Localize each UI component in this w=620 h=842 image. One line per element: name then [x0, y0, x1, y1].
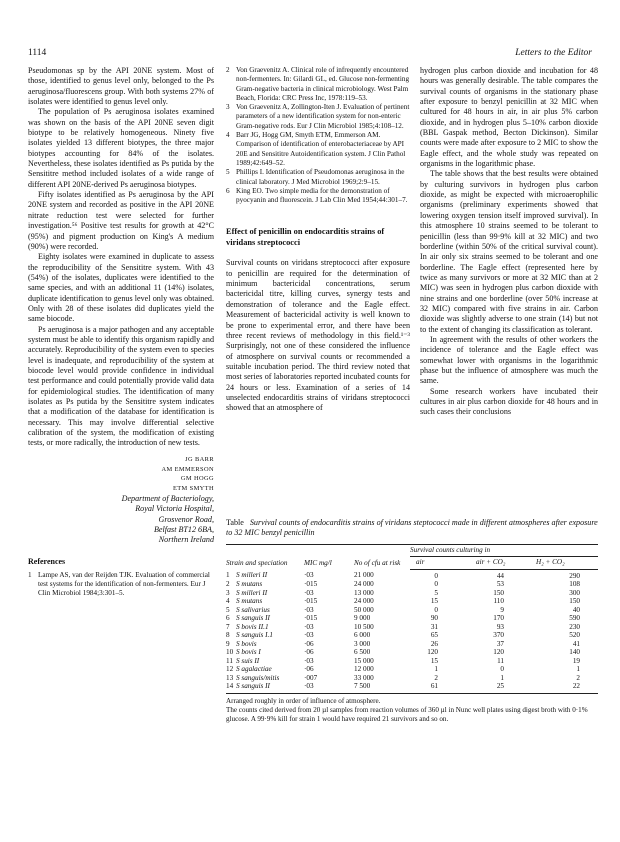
column-header-h2-co2: H₂ + CO₂ [526, 556, 598, 569]
table-row [226, 597, 598, 606]
strain-name: S suis II [236, 656, 260, 665]
mic-cell: ·03 [304, 682, 314, 691]
reference-item [226, 66, 410, 103]
air-count-cell: 0 [434, 571, 438, 580]
signatory: JG BARR [185, 455, 214, 463]
table-body [226, 569, 598, 693]
cfu-cell: 12 000 [354, 665, 374, 674]
signatory: ETM SMYTH [172, 485, 214, 493]
strain-cell [226, 640, 304, 649]
mic-cell: ·03 [304, 622, 314, 631]
mic-cell: ·03 [304, 656, 314, 665]
cfu-cell: 50 000 [354, 605, 374, 614]
survival-counts-table-block [226, 518, 598, 724]
h2-co2-count-cell: 150 [569, 597, 580, 606]
address-line: Royal Victoria Hospital, [135, 504, 214, 514]
strain-cell [226, 665, 304, 674]
strain-name: S mutans [236, 597, 263, 606]
signatory: AM EMMERSON [161, 465, 214, 473]
cfu-cell: 15 000 [354, 656, 374, 665]
air-co2-count-cell: 93 [496, 622, 504, 631]
air-co2-count-cell: 44 [496, 571, 504, 580]
row-number: 4 [226, 597, 230, 606]
mic-cell: ·06 [304, 665, 314, 674]
mic-cell: ·03 [304, 588, 314, 597]
reference-text: King EO. Two simple media for the demonstration of pyocyanin and fluorescein. J Lab Clin Med 1954;44:301–7. [236, 186, 408, 205]
table-row [226, 569, 598, 580]
column-header-air-co2: air + CO₂ [462, 556, 526, 569]
air-count-cell: 15 [430, 597, 438, 606]
mic-cell: ·03 [304, 605, 314, 614]
table-row [226, 580, 598, 589]
strain-cell [226, 589, 304, 598]
air-co2-count-cell: 0 [500, 665, 504, 674]
air-co2-count-cell: 370 [493, 631, 504, 640]
mic-cell: ·015 [304, 614, 318, 623]
strain-cell [226, 580, 304, 589]
table-row [226, 682, 598, 693]
row-number: 2 [226, 580, 230, 589]
row-number: 5 [226, 605, 230, 614]
air-co2-count-cell: 25 [496, 682, 504, 691]
reference-number: 1 [28, 570, 32, 579]
h2-co2-count-cell: 22 [572, 682, 580, 691]
air-co2-count-cell: 110 [493, 597, 504, 606]
mic-cell: ·03 [304, 631, 314, 640]
air-co2-count-cell: 150 [493, 588, 504, 597]
paragraph: The population of Ps aeruginosa isolates examined was shown on the basis of the API 20NE seven digit biotype to be relatively homogeneous. Ninety five isolates yielded 13 different biotypes, the three major biotypes accounting for 84% of the isolates. Nevertheless, these isolates identified as Ps putida by the Sensititre method included isolates of a wide range of different API 20NE-derived Ps aeruginosa biotypes. [28, 107, 214, 189]
cfu-cell: 7 500 [354, 682, 371, 691]
row-number: 1 [226, 571, 230, 580]
table-row [226, 606, 598, 615]
row-number: 13 [226, 673, 234, 682]
reference-text: Barr JG, Hogg GM, Smyth ETM, Emmerson AM. Comparison of identification of enterobacteriaceae by API 20E and Sensititre Autoidentification system. J Clin Pathol 1989;42:649–52. [236, 131, 406, 167]
cfu-cell: 10 500 [354, 622, 374, 631]
reference-text: Lampe AS, van der Reijden TJK. Evaluation of commercial test systems for the identification of non-fermenters. Eur J Clin Microbiol 1984;3:301–5. [38, 570, 210, 598]
strain-cell [226, 657, 304, 666]
table-row [226, 674, 598, 683]
cfu-cell: 9 000 [354, 614, 371, 623]
table-footnote: The counts cited derived from 20 µl samples from reaction volumes of 360 µl in Nunc well plates using digest broth with 0·1% glucose. A 99·9% kill for strain 1 would have required 21 survivors and so on. [226, 705, 588, 723]
reference-item [226, 103, 410, 131]
air-count-cell: 65 [430, 631, 438, 640]
strain-name: S sanguis/mitis [236, 673, 280, 682]
column-3 [420, 66, 598, 418]
mic-cell: ·06 [304, 639, 314, 648]
strain-name: S mutans [236, 580, 263, 589]
reference-number: 6 [226, 186, 230, 195]
air-count-cell: 31 [430, 622, 438, 631]
air-count-cell: 2 [434, 673, 438, 682]
table-caption [226, 518, 598, 539]
signatory-list [28, 455, 214, 494]
air-count-cell: 120 [427, 648, 438, 657]
paragraph: Fifty isolates identified as Ps aeruginosa by the API 20NE system and recorded as positive in the API 20NE nitrate reduction test were selected for further investigation.⁵⁶ Positive test results for growth at 42°C (95%) and pigment production on King's A medium (90%) were recorded. [28, 190, 214, 251]
air-co2-count-cell: 120 [493, 648, 504, 657]
table-row [226, 623, 598, 632]
paragraph: The table shows that the best results were obtained by culturing survivors in hydrogen plus carbon dioxide, as might be expected with microaerophilic organisms (preliminary experiments showed that lowering oxygen tension itself improved survival). In this atmosphere 10 strains seemed to be tolerant to penicillin (less than 99·9% kill at 32 MIC) and two borderline (within 50% of the critical survival count). In air only six strains seemed to be tolerant and one borderline. The Eagle effect (represented here by twice as many survivors or more at 32 MIC than at 2 MIC) was seen in hydrogen plus carbon dioxide with nine strains and one borderline (over 50% increase at 32 MIC) compared with five strains in air. Carbon dioxide was slightly adverse to one strain (14) but not to the extent of changing its classification as tolerant. [420, 169, 598, 334]
cfu-cell: 3 000 [354, 639, 371, 648]
strain-name: S bovis II.1 [236, 622, 269, 631]
cfu-cell: 21 000 [354, 571, 374, 580]
air-count-cell: 0 [434, 605, 438, 614]
strain-name: S milleri II [236, 571, 268, 580]
table-footnotes [226, 697, 598, 724]
row-number: 6 [226, 614, 230, 623]
air-count-cell: 0 [434, 580, 438, 589]
strain-name: S sanguis I.1 [236, 631, 273, 640]
cfu-cell: 13 000 [354, 588, 374, 597]
row-number: 12 [226, 665, 234, 674]
strain-cell [226, 648, 304, 657]
row-number: 11 [226, 656, 233, 665]
column-header-cfu: No of cfu at risk [354, 544, 410, 569]
strain-cell [226, 569, 304, 580]
references-heading: References [28, 557, 66, 567]
author-address [28, 494, 214, 545]
row-number: 7 [226, 622, 230, 631]
strain-cell [226, 682, 304, 693]
air-count-cell: 26 [430, 639, 438, 648]
address-line: Grosvenor Road, [158, 514, 214, 524]
paragraph: Some research workers have incubated their cultures in air plus carbon dioxide for 48 hours and in such cases their conclusions [420, 386, 598, 417]
reference-item [226, 131, 410, 168]
strain-cell [226, 623, 304, 632]
paragraph: Pseudomonas sp by the API 20NE system. Most of those, identified to genus level only, belonged to the Ps aeruginosa/fluorescens group. With both systems 27% of isolates were identified to genus level only. [28, 66, 214, 107]
survival-counts-table [226, 544, 598, 694]
article-title: Effect of penicillin on endocarditis strains of viridans streptococci [226, 227, 385, 247]
air-co2-count-cell: 37 [496, 639, 504, 648]
table-row [226, 665, 598, 674]
reference-item [226, 187, 410, 206]
row-number: 9 [226, 639, 230, 648]
air-co2-count-cell: 11 [497, 656, 504, 665]
paragraph: Eighty isolates were examined in duplicate to assess the reproducibility of the Sensititre system. With 43 (54%) of the isolates, duplicates were identified to the same species, and with an additional 11 (14%) isolates, duplicate identification to genus level only was obtained. Only with 28 of these isolates did duplicates yield the same biocode. [28, 252, 214, 324]
journal-section: Letters to the Editor [515, 48, 592, 58]
table-row [226, 657, 598, 666]
paragraph: hydrogen plus carbon dioxide and incubation for 48 hours was generally desirable. The table compares the survival counts of organisms in the stationary phase after exposure to benzyl penicillin at 32 MIC when cultured for 48 hours in air, in air plus 5% carbon dioxide, and in hydrogen plus 5–10% carbon dioxide (BBL Gaspak method, Becton Dickinson). Similar counts were made after exposure to 2 MIC to show the Eagle effect, and the whole study was repeated on organisms in the logarithmic phase. [420, 66, 598, 169]
paragraph: Ps aeruginosa is a major pathogen and any acceptable system must be able to identify this organism rapidly and accurately. Reproducibility of the system even to species level is inadequate, and reproducibility of the system at biocode level would provide confidence in individual test performance and could potentially provide valid data for epidemiological studies. The identification of many isolates as Ps putida by the Sensititre system indicates that a modification of the database for identification is necessary. This may involve differential selective calibration of the system, the modification of existing tests, or more radically, the introduction of new tests. [28, 324, 214, 448]
mic-cell: ·015 [304, 580, 318, 589]
table-row [226, 614, 598, 623]
cfu-cell: 24 000 [354, 597, 374, 606]
air-count-cell: 15 [430, 656, 438, 665]
table-row [226, 631, 598, 640]
cfu-cell: 6 000 [354, 631, 371, 640]
reference-number: 2 [226, 66, 230, 74]
h2-co2-count-cell: 41 [572, 639, 580, 648]
h2-co2-count-cell: 520 [569, 631, 580, 640]
column-header-strain: Strain and speciation [226, 544, 304, 569]
reference-text: Phillips I. Identification of Pseudomonas aeruginosa in the clinical laboratory. J Med Microbiol 1969;2:9–15. [236, 168, 405, 186]
strain-cell [226, 606, 304, 615]
strain-name: S bovis [236, 639, 257, 648]
h2-co2-count-cell: 590 [569, 614, 580, 623]
cfu-cell: 24 000 [354, 580, 374, 589]
cfu-cell: 6 500 [354, 648, 371, 657]
strain-cell [226, 631, 304, 640]
table-row [226, 648, 598, 657]
column-group-header: Survival counts culturing in [410, 544, 598, 556]
mic-cell: ·015 [304, 597, 318, 606]
reference-number: 5 [226, 168, 230, 177]
h2-co2-count-cell: 108 [569, 580, 580, 589]
page-number: 1114 [28, 48, 47, 58]
h2-co2-count-cell: 2 [576, 673, 580, 682]
signatory: GM HOGG [180, 475, 214, 483]
row-number: 10 [226, 648, 234, 657]
reference-text: Von Graevenitz A, Zollington-Iten J. Evaluation of pertinent parameters of a new identification system for non-enteric Gram-negative rods. Eur J Clin Microbiol 1985;4:108–12. [236, 103, 410, 130]
table-footnote: Arranged roughly in order of influence of atmosphere. [226, 696, 381, 705]
column-2 [226, 66, 410, 414]
air-count-cell: 1 [434, 665, 438, 674]
reference-text: Von Graevenitz A. Clinical role of infrequently encountered non-fermenters. In: Gilardi GL, ed. Glucose non-fermenting Gram-negative bacteria in clinical microbiology. West Palm Beach, Florida: CRC Press Inc, 1978:119–53. [236, 66, 410, 102]
reference-number: 4 [226, 131, 230, 140]
air-count-cell: 5 [434, 588, 438, 597]
strain-name: S bovis I [236, 648, 261, 657]
strain-name: S agalactiae [236, 665, 272, 674]
h2-co2-count-cell: 19 [572, 656, 580, 665]
column-header-air: air [410, 556, 462, 569]
table-row [226, 640, 598, 649]
column-header-mic: MIC mg/l [304, 544, 354, 569]
reference-item [226, 168, 410, 187]
air-co2-count-cell: 53 [496, 580, 504, 589]
strain-cell [226, 614, 304, 623]
address-line: Belfast BT12 6BA, [153, 524, 214, 534]
paragraph: In agreement with the results of other workers the incidence of tolerance and the Eagle effect was somewhat lower with organisms in the logarithmic phase but the influence of atmosphere was much the same. [420, 334, 598, 386]
strain-name: S milleri II [236, 588, 268, 597]
air-count-cell: 61 [430, 682, 438, 691]
h2-co2-count-cell: 290 [569, 571, 580, 580]
h2-co2-count-cell: 230 [569, 622, 580, 631]
strain-cell [226, 674, 304, 683]
cfu-cell: 33 000 [354, 673, 374, 682]
strain-name: S salivarius [236, 605, 270, 614]
strain-cell [226, 597, 304, 606]
table-caption-text: Survival counts of endocarditis strains of viridans steptococci made in different atmospheres after exposure to 32 MIC benzyl penicillin [226, 518, 598, 538]
air-co2-count-cell: 170 [493, 614, 504, 623]
strain-name: S sanguis II [236, 682, 270, 691]
h2-co2-count-cell: 300 [569, 588, 580, 597]
h2-co2-count-cell: 40 [572, 605, 580, 614]
table-label: Table [226, 518, 244, 527]
reference-item [28, 571, 214, 599]
reference-number: 3 [226, 103, 230, 112]
row-number: 8 [226, 631, 230, 640]
address-line: Department of Bacteriology, [121, 493, 214, 503]
column-1 [28, 66, 214, 599]
mic-cell: ·03 [304, 571, 314, 580]
h2-co2-count-cell: 140 [569, 648, 580, 657]
mic-cell: ·007 [304, 673, 318, 682]
strain-name: S sanguis II [236, 614, 270, 623]
h2-co2-count-cell: 1 [576, 665, 580, 674]
row-number: 14 [226, 682, 234, 691]
air-co2-count-cell: 1 [500, 673, 504, 682]
paragraph: Survival counts on viridans streptococci after exposure to penicillin are required for the determination of minimum bactericidal concentrations, serum bactericidal titre, killing curves, synergy tests and demonstration of tolerance and the Eagle effect. Measurement of bactericidal activity is well known to be prone to experimental error, and there have been three recent reviews of methodology in this field.¹⁻³ Surprisingly, not one of these considered the influence of atmosphere on survival counts or recommended a suitable incubation period. The third review noted that most series of laboratories reported incubated counts for 24 hours or less. Examination of a series of 14 unselected endocarditis strains of viridans streptococci showed that an atmosphere of [226, 258, 410, 413]
mic-cell: ·06 [304, 648, 314, 657]
row-number: 3 [226, 588, 230, 597]
air-count-cell: 90 [430, 614, 438, 623]
table-row [226, 589, 598, 598]
address-line: Northern Ireland [158, 535, 214, 545]
air-co2-count-cell: 9 [500, 605, 504, 614]
